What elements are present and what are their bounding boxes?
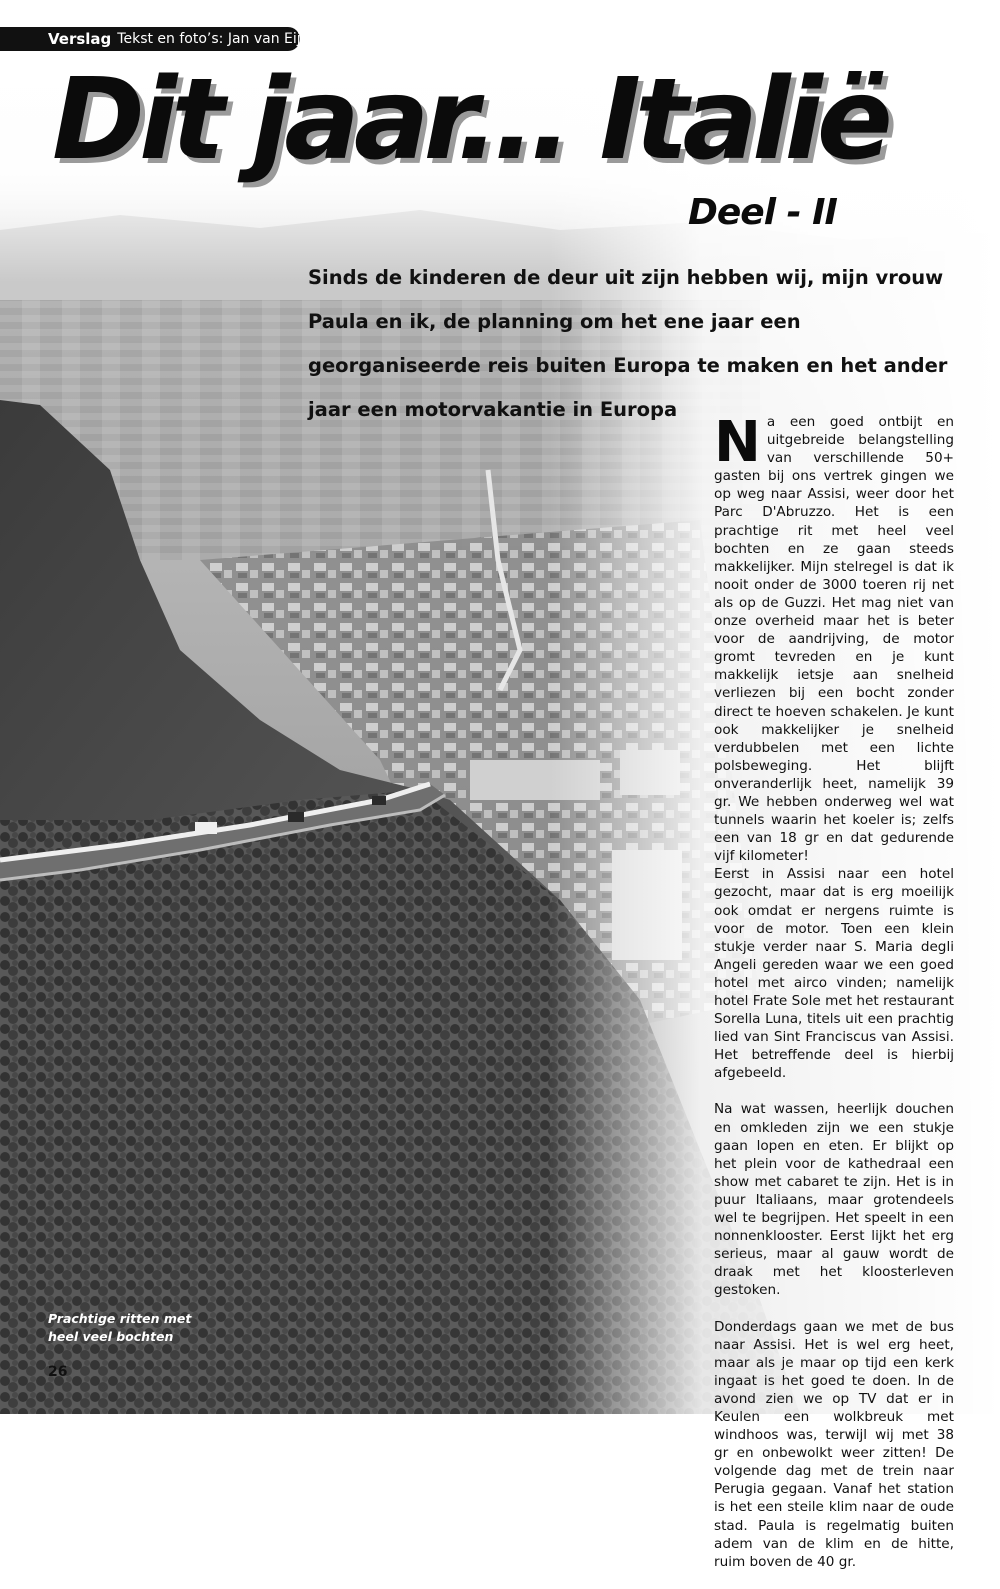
body-paragraph: Eerst in Assisi naar een hotel gezocht, maar dat is erg moeilijk ook omdat er nergens ruimte is voor de motor. Toen een klein stukje verder naar S. Maria degli Angeli gereden waar we een goed hotel met airco vinden; namelijk hotel Frate Sole met het restaurant Sorella Luna, titels uit een prachtig lied van Sint Franciscus van Assisi. Het betreffende deel is hierbij afgebeeld. (714, 866, 954, 1082)
photo-caption: Prachtige ritten met heel veel bochten (48, 1311, 192, 1344)
author-credit: Tekst en foto’s: Jan van Eijk (117, 31, 309, 47)
body-paragraph: Donderdags gaan we met de bus naar Assisi. Het is wel erg heet, maar als je maar op tijd een kerk ingaat is het goed te doen. In de avond zien we op TV dat er in Keulen een wolkbreuk met windhoos was, terwijl wij met 38 gr en onbewolkt weer zitten! De volgende dag met de trein naar Perugia gegaan. Vanaf het station is het een steile klim naar de oude stad. Paula is regelmatig buiten adem van de klim en de hitte, ruim boven de 40 gr. (714, 1318, 954, 1570)
body-paragraph (714, 410, 954, 865)
article-intro: Sinds de kinderen de deur uit zijn hebben wij, mijn vrouw Paula en ik, de planning om het ene jaar een georganiseerde reis buiten Europa te maken en het ander jaar een motorvakantie in Europa (308, 266, 948, 421)
section-label: Verslag (48, 30, 112, 48)
article-subtitle: Deel - II (688, 192, 837, 233)
section-header-bar (0, 27, 309, 51)
body-paragraph: Na wat wassen, heerlijk douchen en omkleden zijn we een stukje gaan lopen en eten. Er blijkt op het plein voor de kathedraal een show met cabaret te zijn. Het is in puur Italiaans, maar grotendeels wel te begrijpen. Het speelt in een nonnenklooster. Eerst lijkt het erg serieus, maar al gauw wordt de draak met het kloosterleven gestoken. (714, 1101, 954, 1299)
page-number: 26 (48, 1364, 68, 1380)
drop-cap: N (714, 410, 761, 475)
article-body (714, 410, 954, 1589)
paragraph-text: a een goed ontbijt en uitgebreide belangstelling van verschillende 50+ gasten bij ons vertrek gingen we op weg naar Assisi, weer door het Parc D'Abruzzo. Het is een prachtige rit met heel veel bochten en ze gaan steeds makkelijker. Mijn stelregel is dat ik nooit onder de 3000 toeren rij net als op de Guzzi. Het mag niet van onze overheid maar het is beter voor de aandrijving, de motor gromt tevreden en je kunt makkelijk ietsje aan snelheid verliezen bij een bocht zonder direct te hoeven schakelen. Je kunt ook makkelijker je snelheid verdubbelen met een lichte polsbeweging. Het blijft onveranderlijk heet, namelijk 39 gr. We hebben onderweg wel wat tunnels waarin het koeler is; zelfs een van 18 gr en dat gedurende vijf kilometer! (714, 414, 954, 865)
article-title: Dit jaar... Italië (52, 55, 887, 185)
